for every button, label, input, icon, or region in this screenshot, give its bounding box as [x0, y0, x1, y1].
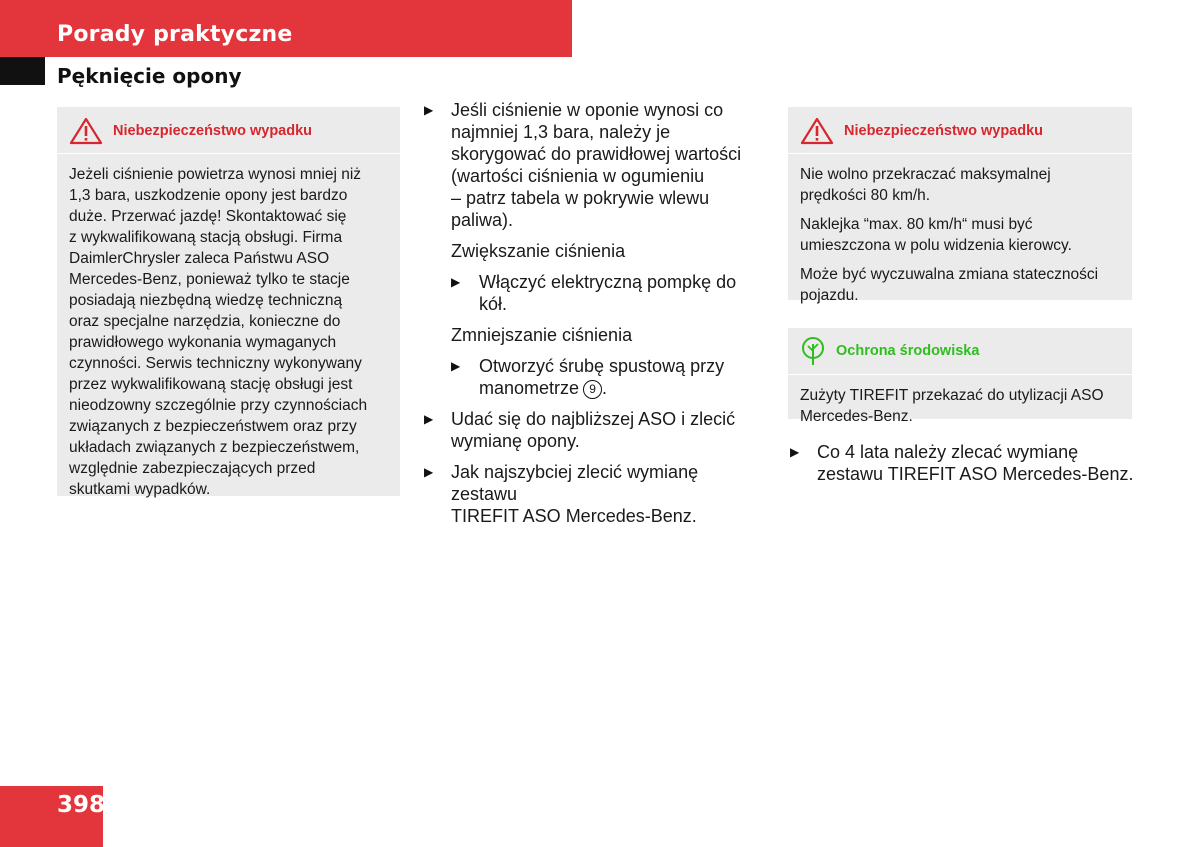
section-marker	[0, 57, 45, 85]
bullet-arrow-icon: ▶	[790, 445, 800, 459]
text-line: paliwa).	[451, 210, 514, 230]
divider	[788, 374, 1132, 375]
environment-box	[788, 328, 1132, 425]
text-line: DaimlerChrysler zaleca Państwu ASO	[69, 250, 330, 267]
text-line: Jeżeli ciśnienie powietrza wynosi mniej niż	[69, 166, 362, 183]
environment-header	[800, 336, 1120, 366]
text-line: 1,3 bara, uszkodzenie opony jest bardzo	[69, 187, 348, 204]
warning-paragraph	[800, 214, 1120, 256]
warning-header	[800, 117, 1120, 145]
environment-title: Ochrona środowiska	[836, 343, 980, 359]
divider	[788, 153, 1132, 154]
bullet-arrow-icon: ▶	[424, 103, 434, 117]
text-line: pojazdu.	[800, 287, 859, 304]
text-line: związanych z bezpieczeństwem oraz przy	[69, 418, 357, 435]
bullet-arrow-icon: ▶	[424, 412, 434, 426]
warning-triangle-icon	[800, 117, 834, 145]
warning-header	[69, 117, 388, 145]
text-line: Co 4 lata należy zlecać wymianę	[817, 442, 1079, 462]
step-text	[479, 271, 736, 315]
text-line: najmniej 1,3 bara, należy je	[451, 122, 671, 142]
instruction-step	[424, 461, 769, 527]
text-line: duże. Przerwać jazdę! Skontaktować się	[69, 208, 347, 225]
text-line: prędkości 80 km/h.	[800, 187, 931, 204]
text-line: skutkami wypadków.	[69, 481, 211, 498]
text-line: Zużyty TIREFIT przekazać do utylizacji ASO	[800, 387, 1104, 404]
text-line: wymianę opony.	[451, 431, 580, 451]
text-line: Jak najszybciej zlecić wymianę zestawu	[451, 462, 699, 504]
text-line: umieszczona w polu widzenia kierowcy.	[800, 237, 1072, 254]
step-text	[479, 355, 724, 399]
text-line: Włączyć elektryczną pompkę do	[479, 272, 737, 292]
text-line: przez wykwalifikowaną stację obsługi jest	[69, 376, 353, 393]
text-line: manometrze	[479, 378, 580, 398]
text-line: prawidłowego wykonania wymaganych	[69, 334, 337, 351]
warning-paragraph	[800, 264, 1120, 306]
text-line: Mercedes-Benz, ponieważ tylko te stacje	[69, 271, 350, 288]
callout-number-badge: 9	[583, 380, 602, 399]
text-line: Udać się do najbliższej ASO i zlecić	[451, 409, 736, 429]
text-line: układach związanych z bezpieczeństwem,	[69, 439, 360, 456]
environment-text	[800, 385, 1120, 427]
section-title: Pęknięcie opony	[57, 64, 242, 88]
text-line: czynności. Serwis techniczny wykonywany	[69, 355, 362, 372]
text-line: Naklejka “max. 80 km/h“ musi być	[800, 216, 1033, 233]
step-text	[451, 408, 769, 452]
decrease-pressure-label: Zmniejszanie ciśnienia	[451, 325, 633, 345]
instruction-step	[790, 441, 1135, 485]
warning-text	[69, 164, 388, 500]
step-text	[451, 99, 769, 231]
text-line: oraz specjalne narzędzia, konieczne do	[69, 313, 341, 330]
warning-paragraph	[800, 164, 1120, 206]
text-line: TIREFIT ASO Mercedes-Benz.	[451, 506, 697, 526]
bullet-arrow-icon: ▶	[424, 465, 434, 479]
warning-title: Niebezpieczeństwo wypadku	[113, 123, 313, 139]
step-text	[451, 461, 769, 527]
instruction-substep	[451, 355, 769, 399]
instruction-step	[424, 408, 769, 452]
text-line: Może być wyczuwalna zmiana stateczności	[800, 266, 1099, 283]
text-line: (wartości ciśnienia w ogumieniu	[451, 166, 705, 186]
increase-pressure-label: Zwiększanie ciśnienia	[451, 241, 626, 261]
text-line: Otworzyć śrubę spustową przy	[479, 356, 725, 376]
instructions-column	[424, 99, 769, 536]
text-line: Jeśli ciśnienie w oponie wynosi co	[451, 100, 724, 120]
text-line: nieodzowny szczególnie przy czynnościach	[69, 397, 368, 414]
instruction-step	[424, 99, 769, 231]
warning-triangle-icon	[69, 117, 103, 145]
speed-warning-box	[788, 107, 1132, 304]
text-line: względnie zabezpieczających przed	[69, 460, 316, 477]
step-text	[817, 441, 1135, 485]
divider	[57, 153, 400, 154]
page-number: 398	[57, 792, 106, 818]
bullet-arrow-icon: ▶	[451, 359, 461, 373]
accident-warning-box	[57, 107, 400, 496]
text-line: posiadają niezbędną wiedzę techniczną	[69, 292, 343, 309]
bullet-arrow-icon: ▶	[451, 275, 461, 289]
text-line: skorygować do prawidłowej wartości	[451, 144, 742, 164]
text-line: Nie wolno przekraczać maksymalnej	[800, 166, 1051, 183]
warning-title: Niebezpieczeństwo wypadku	[844, 123, 1044, 139]
text-line: Mercedes-Benz.	[800, 408, 913, 425]
text-line: – patrz tabela w pokrywie wlewu	[451, 188, 710, 208]
chapter-title: Porady praktyczne	[57, 22, 293, 47]
text-line: zestawu TIREFIT ASO Mercedes-Benz.	[817, 464, 1134, 484]
text-line: z wykwalifikowaną stacją obsługi. Firma	[69, 229, 343, 246]
period: .	[602, 378, 608, 398]
maintenance-column	[790, 441, 1135, 494]
environment-tree-icon	[800, 336, 826, 366]
text-line: kół.	[479, 294, 508, 314]
instruction-substep	[451, 271, 769, 315]
